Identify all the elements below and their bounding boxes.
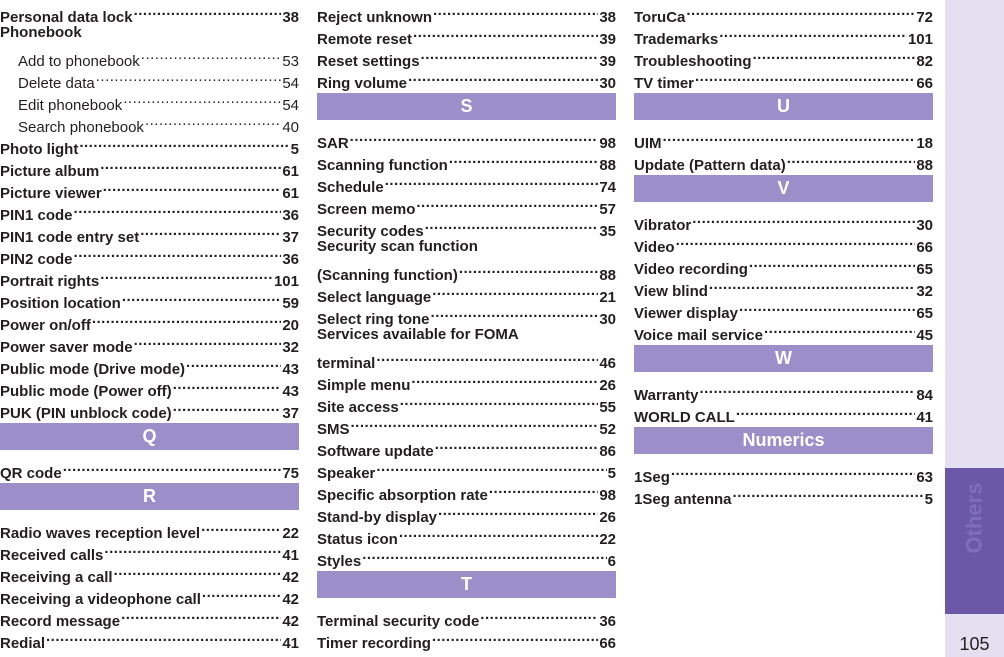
index-entry [634,252,933,278]
entry-label: Warranty [634,387,699,404]
page-reference: 5 [924,491,933,508]
leader-dots [100,264,273,286]
entry-label: Status icon [317,531,398,548]
entry-label: Security codes [317,223,424,240]
page-reference: 52 [599,421,616,438]
page-reference: 22 [599,531,616,548]
page-reference: 66 [916,75,933,92]
index-entry [317,126,616,152]
leader-dots [103,176,282,198]
page-reference: 53 [282,53,299,70]
index-entry [317,258,616,284]
page-reference: 66 [599,635,616,652]
page-reference: 101 [907,31,933,48]
leader-dots [709,274,915,296]
index-entry [317,604,616,630]
page-reference: 6 [607,553,616,570]
leader-dots [79,132,289,154]
entry-label: Phonebook [0,24,82,41]
entry-label: Simple menu [317,377,411,394]
leader-dots [692,208,915,230]
entry-label: PUK (PIN unblock code) [0,405,172,422]
leader-dots [416,192,598,214]
entry-label: PIN2 code [0,251,73,268]
page-reference: 36 [599,613,616,630]
section-header: Numerics [634,427,933,454]
entry-label: Search phonebook [18,119,144,136]
page-reference: 74 [599,179,616,196]
leader-dots [411,368,598,390]
page-reference: 55 [599,399,616,416]
page-reference: 42 [282,569,299,586]
entry-label: Photo light [0,141,79,158]
leader-dots [74,198,282,220]
entry-label: Speaker [317,465,376,482]
page-reference: 38 [282,9,299,26]
entry-label: Schedule [317,179,384,196]
entry-label: Remote reset [317,31,413,48]
leader-dots [489,478,598,500]
leader-dots [134,330,282,352]
page-reference: 98 [599,135,616,152]
index-entry [634,126,933,152]
leader-dots [421,44,599,66]
entry-label: Power on/off [0,317,91,334]
page-reference: 72 [916,9,933,26]
leader-dots [432,626,598,648]
index-entry [317,346,616,372]
page-reference: 45 [916,327,933,344]
entry-label: View blind [634,283,708,300]
entry-label: Viewer display [634,305,738,322]
page-reference: 43 [282,361,299,378]
entry-label: Video recording [634,261,748,278]
page-reference: 32 [916,283,933,300]
entry-label: Video [634,239,675,256]
leader-dots [671,460,915,482]
page-reference: 30 [599,311,616,328]
entry-label: QR code [0,465,62,482]
leader-dots [764,318,915,340]
leader-dots [134,0,282,22]
leader-dots [753,44,916,66]
index-entry [317,412,616,438]
entry-label: TV timer [634,75,695,92]
page-reference: 5 [607,465,616,482]
page-reference: 26 [599,509,616,526]
page-reference: 42 [282,613,299,630]
index-entry [0,22,299,44]
page-reference: 75 [282,465,299,482]
page-reference: 61 [282,185,299,202]
index-entry [317,236,616,258]
page-reference: 39 [599,31,616,48]
page-reference: 43 [282,383,299,400]
page-reference: 22 [282,525,299,542]
section-label-wrap [945,470,1004,565]
page-reference: 65 [916,261,933,278]
leader-dots [408,66,598,88]
leader-dots [376,456,606,478]
page-reference: 30 [599,75,616,92]
page-number: 105 [959,634,990,654]
leader-dots [425,214,599,236]
page-reference: 46 [599,355,616,372]
entry-label: Picture album [0,163,100,180]
entry-label: Styles [317,553,362,570]
page-reference: 101 [273,273,299,290]
leader-dots [432,280,598,302]
entry-label: ToruCa [634,9,686,26]
entry-label: Ring volume [317,75,408,92]
entry-label: Update (Pattern data) [634,157,786,174]
page-reference: 32 [282,339,299,356]
leader-dots [435,434,599,456]
section-header: S [317,93,616,120]
leader-dots [480,604,598,626]
section-header: R [0,483,299,510]
leader-dots [787,148,916,170]
page-reference: 35 [599,223,616,240]
leader-dots [121,604,281,626]
leader-dots [686,0,915,22]
page-reference: 42 [282,591,299,608]
page-reference: 54 [282,75,299,92]
entry-label: Reset settings [317,53,420,70]
leader-dots [376,346,598,368]
page-reference: 63 [916,469,933,486]
entry-label: Record message [0,613,121,630]
page-reference: 20 [282,317,299,334]
leader-dots [362,544,606,566]
page-reference: 54 [282,97,299,114]
page-reference: 5 [290,141,299,158]
leader-dots [663,126,916,148]
page-reference: 26 [599,377,616,394]
entry-label: terminal [317,355,376,372]
entry-label: Select language [317,289,432,306]
leader-dots [96,66,282,88]
entry-label: Voice mail service [634,327,763,344]
page-reference: 82 [916,53,933,70]
entry-label: Portrait rights [0,273,100,290]
index-entry [634,148,933,174]
page-reference: 41 [282,635,299,652]
leader-dots [676,230,916,252]
section-header: U [634,93,933,120]
entry-label: WORLD CALL [634,409,735,426]
section-header: V [634,175,933,202]
entry-label: Redial [0,635,46,652]
entry-label: Security scan function [317,238,478,255]
page-reference: 36 [282,207,299,224]
section-sidebar [945,0,1004,657]
leader-dots [74,242,282,264]
page-reference: 88 [599,157,616,174]
leader-dots [719,22,907,44]
entry-label: Receiving a call [0,569,113,586]
leader-dots [140,220,281,242]
index-column-1 [0,0,299,652]
entry-label: (Scanning function) [317,267,458,284]
leader-dots [46,626,281,648]
leader-dots [100,154,281,176]
index-entry [317,0,616,26]
entry-label: Troubleshooting [634,53,752,70]
leader-dots [351,412,599,434]
leader-dots [141,44,282,66]
leader-dots [201,516,281,538]
entry-label: SAR [317,135,349,152]
entry-label: UIM [634,135,662,152]
index-entry [634,482,933,508]
entry-label: SMS [317,421,350,438]
entry-label: Public mode (Power off) [0,383,172,400]
entry-label: Specific absorption rate [317,487,488,504]
leader-dots [123,88,281,110]
entry-label: Trademarks [634,31,719,48]
page-reference: 40 [282,119,299,136]
leader-dots [350,126,599,148]
leader-dots [63,456,282,478]
leader-dots [385,170,599,192]
page-reference: 37 [282,405,299,422]
leader-dots [433,0,598,22]
entry-label: Received calls [0,547,104,564]
leader-dots [202,582,281,604]
leader-dots [438,500,598,522]
entry-label: Services available for FOMA [317,326,519,343]
page-reference: 61 [282,163,299,180]
entry-label: Select ring tone [317,311,430,328]
leader-dots [739,296,915,318]
leader-dots [699,378,915,400]
leader-dots [186,352,281,374]
page-reference: 66 [916,239,933,256]
entry-label: Screen memo [317,201,416,218]
page-reference: 98 [599,487,616,504]
entry-label: Add to phonebook [18,53,140,70]
page-reference: 30 [916,217,933,234]
section-header: Q [0,423,299,450]
entry-label: Reject unknown [317,9,433,26]
page-reference: 59 [282,295,299,312]
page-reference: 37 [282,229,299,246]
page-reference: 39 [599,53,616,70]
leader-dots [749,252,915,274]
entry-label: Terminal security code [317,613,480,630]
index-column-3 [634,0,933,508]
leader-dots [431,302,599,324]
leader-dots [173,396,282,418]
index-entry [0,456,299,482]
page-reference: 18 [916,135,933,152]
page-reference: 21 [599,289,616,306]
entry-label: Edit phonebook [18,97,123,114]
index-column-2 [317,0,616,652]
page-reference: 41 [916,409,933,426]
index-subentry [0,44,299,70]
entry-label: Software update [317,443,434,460]
entry-label: Position location [0,295,121,312]
index-entry [317,544,616,570]
entry-label: Timer recording [317,635,431,652]
index-entry [317,148,616,174]
page-reference: 36 [282,251,299,268]
index-entry [634,378,933,404]
index-entry [634,460,933,486]
leader-dots [736,400,916,422]
page-reference: 65 [916,305,933,322]
index-entry [0,516,299,542]
entry-label: PIN1 code entry set [0,229,140,246]
page-reference: 88 [916,157,933,174]
index-entry [634,0,933,26]
leader-dots [104,538,281,560]
leader-dots [114,560,282,582]
leader-dots [733,482,924,504]
entry-label: Radio waves reception level [0,525,201,542]
entry-label: Power saver mode [0,339,133,356]
section-header: T [317,571,616,598]
entry-label: Personal data lock [0,9,133,26]
leader-dots [400,390,599,412]
index-entry [634,208,933,234]
page-reference: 88 [599,267,616,284]
leader-dots [459,258,598,280]
section-label: Others [961,482,987,553]
entry-label: Site access [317,399,399,416]
index-entry [634,230,933,256]
leader-dots [92,308,281,330]
entry-label: Receiving a videophone call [0,591,201,608]
index-entry [317,324,616,346]
entry-label: 1Seg [634,469,670,486]
page-reference: 57 [599,201,616,218]
page-reference: 38 [599,9,616,26]
entry-label: Vibrator [634,217,692,234]
leader-dots [145,110,281,132]
entry-label: 1Seg antenna [634,491,732,508]
entry-label: Stand-by display [317,509,438,526]
leader-dots [399,522,598,544]
entry-label: Delete data [18,75,95,92]
leader-dots [413,22,598,44]
entry-label: Picture viewer [0,185,102,202]
leader-dots [695,66,915,88]
leader-dots [449,148,598,170]
leader-dots [173,374,282,396]
page-reference: 84 [916,387,933,404]
page-reference: 86 [599,443,616,460]
index-entry [317,434,616,460]
section-header: W [634,345,933,372]
page-reference: 41 [282,547,299,564]
entry-label: PIN1 code [0,207,73,224]
entry-label: Scanning function [317,157,448,174]
index-entry [0,0,299,26]
entry-label: Public mode (Drive mode) [0,361,186,378]
leader-dots [122,286,281,308]
